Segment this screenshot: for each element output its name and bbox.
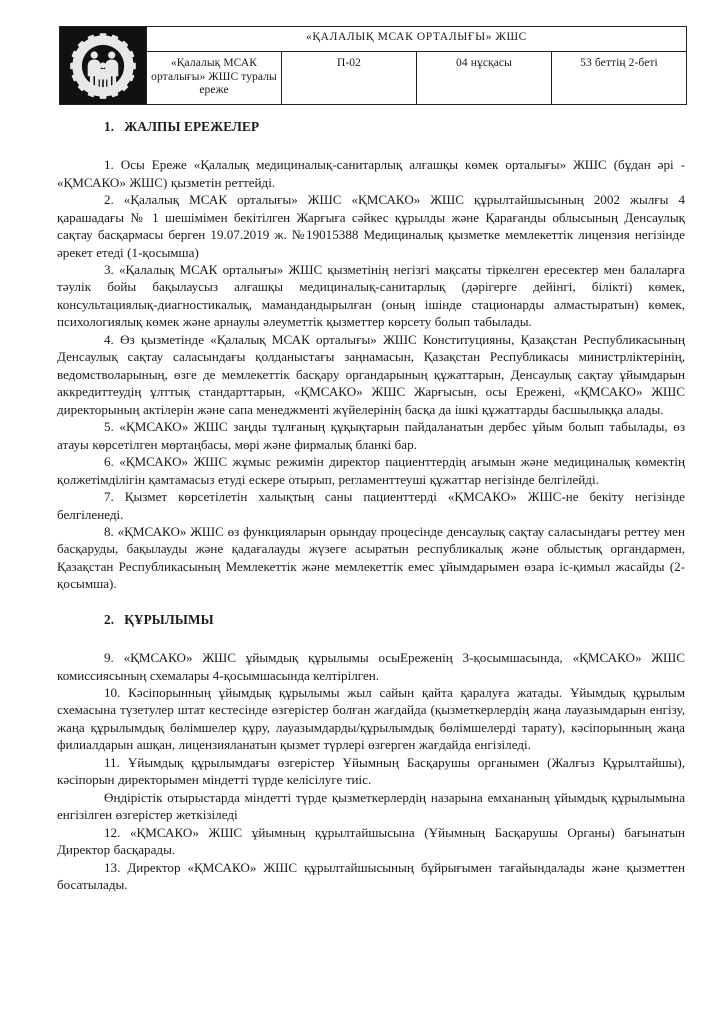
paragraph-1-8: 8. «ҚМСАКО» ЖШС өз функцияларын орындау процесінде денсаулық сақтау саласындағы реттеу мен басқаруды, бақылауды және қадағалауды жүзеге асыратын республикалық және облыстық органдармен, Қазақстан Республикасының Мемлекеттік және мемлекеттік емес ұйымдарымен өзара іс-қимыл жасайды (2-қосымша). [57,524,685,592]
paragraph-2-11: 11. Ұйымдық құрылымдағы өзгерістер Ұйымның Басқарушы органымен (Жалғыз Құрылтайшы), кәсіпорын директорымен міндетті түрде келісілуге тиіс. [57,754,685,788]
header-page-info: 53 беттің 2-беті [552,52,687,105]
header-org-title: «ҚАЛАЛЫҚ МСАК ОРТАЛЫҒЫ» ЖШС [147,27,687,52]
section-number-2: 2. [104,611,115,627]
section-heading-1 [57,118,685,135]
paragraph-1-3: 3. «Қалалық МСАК орталығы» ЖШС қызметінің негізгі мақсаты тіркелген ересектер мен балаларға тәулік бойы бақылаусыз алғашқы медициналық-санитарлық (дәрігерге дейінгі, білікті) көмек, консультациялық-диагностикалық, мамандандырылған (оның ішінде стационарды алмастыратын) көмек, психологиялық көмек және арнаулы әлеуметтік қызметтер көрсету болып табылады. [57,261,685,330]
family-in-gear-logo-icon [60,31,146,101]
header-row-meta [60,52,687,105]
paragraph-2-11b: Өндірістік отырыстарда міндетті түрде қызметкерлердің назарына емхананың ұйымдық құрылымына енгізілген өзгерістер жеткізіледі [57,789,685,823]
paragraph-1-2: 2. «Қалалық МСАК орталығы» ЖШС «ҚМСАКО» ЖШС құрылтайшысының 2002 жылғы 4 қарашадағы № 1 шешімімен бекітілген Жарғыға сәйкес құрылды және Қарағанды облысының Денсаулық сақтау басқармасы берген 19.07.2019 ж. №19015388 Медициналық қызметке мемлекеттік лицензия негізінде әрекет етеді (1-қосымша) [57,192,685,260]
spacer [57,628,685,649]
paragraph-1-4: 4. Өз қызметінде «Қалалық МСАК орталығы» ЖШС Конституцияны, Қазақстан Республикасының Денсаулық сақтау саласындағы қолданыстағы заңнамасын, Қазақстан Республикасы министрліктерінің, ведомстволарының, өзге де мемлекеттік басқару органдарының құжаттарын, Денсаулық сақтау ұйымдарын аккредиттеудің ұлттық стандарттарын, «ҚМСАКО» ЖШС Жарғысын, осы Ережені, «ҚМСАКО» ЖШС директорының актілерін және сапа менеджменті жүйелерінің басқа да ішкі құжаттарды басшылыққа алады. [57,331,685,417]
spacer [57,593,685,611]
section-heading-2 [57,611,685,628]
header-row-title [60,27,687,52]
paragraph-2-13: 13. Директор «ҚМСАКО» ЖШС құрылтайшысының бұйрығымен тағайындалады және қызметтен босатылады. [57,859,685,893]
paragraph-1-1: 1. Осы Ереже «Қалалық медициналық-санитарлық алғашқы көмек орталығы» ЖШС (бұдан әрі - «ҚМСАКО» ЖШС) қызметін реттейді. [57,157,685,190]
section-number-1: 1. [104,119,115,134]
section-title-1: ЖАЛПЫ ЕРЕЖЕЛЕР [124,119,260,134]
document-body [57,105,685,894]
header-document-version: 04 нұсқасы [417,52,552,105]
paragraph-1-6: 6. «ҚМСАКО» ЖШС жұмыс режимін директор пациенттердің ағымын және медициналық көмектің қолжетімділігін қамтамасыз етуді ескере отырып, регламенттеуші құжаттар негізінде белгілейді. [57,454,685,487]
paragraph-1-5: 5. «ҚМСАКО» ЖШС заңды тұлғаның құқықтарын пайдаланатын дербес ұйым болып табылады, өз атауы көрсетілген мөртаңбасы, мөрі және фирмалық бланкі бар. [57,419,685,452]
header-document-code: П-02 [282,52,417,105]
paragraph-2-10: 10. Кәсіпорынның ұйымдық құрылымы жыл сайын қайта қаралуға жатады. Ұйымдық құрылым схемасына түзетулер штат кестесінде өзгерістер болған жағдайда (қызметкерлердің жаңа лауазымдарын енгізу, жаңа құрылымдық бөлімшелер құру, лауазымдарды/құрылымдық бөлімшелерді тарату), кәсіпорынның жаңа филиалдарын ашқан, лицензияланатын қызмет түрлері өзгерген жағдайда енгізіледі. [57,684,685,753]
paragraph-1-7: 7. Қызмет көрсетілетін халықтың саны пациенттерді «ҚМСАКО» ЖШС-не бекіту негізінде белгіленеді. [57,489,685,522]
spacer [57,135,685,156]
logo-cell [60,27,147,105]
paragraph-2-9: 9. «ҚМСАКО» ЖШС ұйымдық құрылымы осыЕреженің 3-қосымшасында, «ҚМСАКО» ЖШС комиссиясының схемалары 4-қосымшасында келтірілген. [57,650,685,683]
section-title-2: ҚҰРЫЛЫМЫ [124,611,214,627]
header-document-name: «Қалалық МСАК орталығы» ЖШС туралы ереже [147,52,282,105]
paragraph-2-12: 12. «ҚМСАКО» ЖШС ұйымның құрылтайшысына (Ұйымның Басқарушы Органы) бағынатын Директор басқарады. [57,824,685,858]
document-header-table [59,26,687,105]
